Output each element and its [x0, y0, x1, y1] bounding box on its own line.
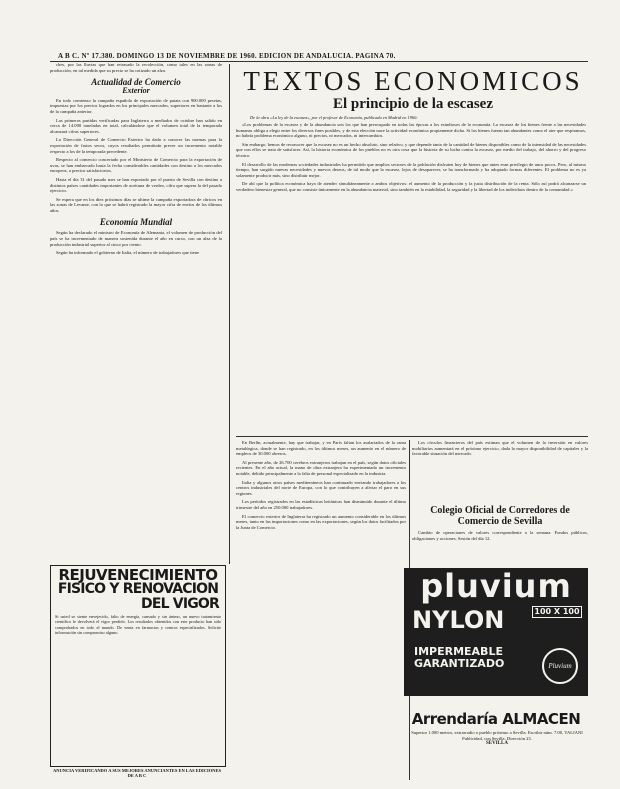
paragraph: De ahí que la política económica haya de atender simultáneamente a ambos objetivos: el aumento de la producción y la justa distribución de la renta. Sólo así podrá alcanzarse un verdadero bienestar general, que no consiste únicamente en la abundancia material, sino también en la estabilidad, la seguridad y la libertad de los individuos dentro de la comunidad.» — [236, 181, 586, 192]
paragraph: En Berlín, actualmente, hay que trabajar, y en París faltan los asalariados de la rama metalúrgica, donde se han registrado, en los últimos meses, un aumento en el número de empleos de 30.000 obreros. — [236, 440, 406, 457]
paragraph: Según ha informado el gobierno de Italia, el número de trabajadores que tiene — [56, 250, 199, 256]
paragraph: El comercio exterior de Inglaterra ha registrado un aumento considerable en los últimos meses, tanto en las importaciones como en las exportaciones, según los datos facilitados por la Junta de Comercio. — [236, 513, 406, 530]
ad-almacen-body — [406, 730, 588, 770]
ad-headline: REJUVENECIMIENTO — [58, 566, 218, 584]
section-subtitle-exterior: Exterior — [122, 86, 150, 96]
paragraph: Se espera que en los diez próximos días se ultime la campaña exportadora de cítricos en las zonas de Levante, con lo que se habrá registrado la mayor cifra de envíos de los últimos años. — [50, 196, 222, 213]
garantizado-line: GARANTIZADO — [414, 657, 505, 670]
section-title-economia-mundial: Economía Mundial — [99, 217, 173, 228]
impermeable-label — [414, 646, 504, 670]
ad-almacen-city: SEVILLA — [486, 741, 508, 747]
paragraph: Italia y algunos otros países mediterráneos han continuado enviando trabajadores a los centros industriales del norte de Europa, con lo que contribuyen a aliviar el paro en sus regiones. — [236, 479, 406, 496]
ad-headline: DEL VIGOR — [141, 596, 219, 612]
paragraph: Las primeras partidas verificadas para Inglaterra a mediados de octubre han salido en cerca de 14.000 toneladas en total, calculándose que el volumen total de la temporada alcanzará cifras superiores. — [50, 117, 222, 134]
paragraph: Sin embargo, hemos de reconocer que la escasez no es un hecho absoluto, sino relativo, y que depende tanto de la cantidad de bienes disponibles como de la intensidad de las necesidades que con ellos se trata de satisfacer. Así, la historia económica de los pueblos no es otra cosa que la historia de su lucha contra la escasez, por medio del trabajo, del ahorro y del progreso técnico. — [236, 141, 586, 158]
ad-pluvium — [404, 568, 588, 696]
nylon-label: NYLON — [412, 606, 505, 634]
ad-rejuvenecimiento — [50, 565, 226, 767]
left-intro: ches, por las lluvias que han retrasado la recolección, como tales en las zonas de producción, en tal medida que su precio se ha cotizado un alza. — [50, 62, 222, 73]
left-column — [50, 62, 222, 567]
paragraph: Al presente año, de 26.700 cerebros extranjeros trabajan en el país, según datos oficiales recientes. En el año actual, la mano de obra extranjera ha experimentado un incremento notable, debido principalmente a la falta de personal especializado en la industria. — [236, 459, 406, 476]
page-header: A B C. Nº 17.380. DOMINGO 13 DE NOVIEMBRE DE 1960. EDICION DE ANDALUCIA. PAGINA 70. — [58, 52, 396, 60]
paragraph: En todo comienzo la campaña española de exportación de patata con 900.000 pesetas, impuestas por los precios logrados en los principales mercados, superiores en bastante a los de la campaña anterior. — [50, 97, 222, 114]
paragraph: La Dirección General de Comercio Exterior ha dado a conocer las normas para la exportación de frutos secos, cuyos resultados permitirán prever un incremento notable respecto a los de la temporada precedente. — [50, 137, 222, 154]
paragraph: Los períodos registrados en las estadísticas británicas han disminuido durante el último trimestre del año en 250.000 trabajadores. — [236, 499, 406, 510]
pluvium-logo: pluvium — [420, 568, 572, 605]
seal-text: Pluvium — [548, 662, 572, 670]
article-attribution: De la obra «La ley de la escasez», por el profesor de Economía, publicada en Madrid en 1960: — [250, 115, 418, 120]
article-title: TEXTOS ECONOMICOS — [243, 66, 583, 96]
article-subtitle: El principio de la escasez — [333, 96, 493, 112]
brand-seal-icon — [542, 648, 578, 684]
paragraph: Según ha declarado el ministro de Economía de Alemania, el volumen de producción del país se ha incrementado de manera sostenida durante el año en curso, con un alza de la producción industrial superior al cinco por ciento. — [50, 230, 222, 247]
colegio-heading: Colegio Oficial de Corredores de Comercio de Sevilla — [430, 505, 570, 527]
ad-body: Si usted se siente envejecido, falto de energía, cansado y sin ánimo, un nuevo tratamiento científico le devolverá el vigor perdido. Los resultados obtenidos con este producto han sido comprobados en todo el mundo. De venta en farmacias y centros especializados. Solicite información sin compromiso alguno. — [55, 614, 221, 635]
ad-almacen-title: Arrendaría ALMACEN — [411, 710, 581, 728]
colegio-text — [412, 530, 588, 560]
paragraph: El desarrollo de las modernas sociedades industriales ha permitido que amplios sectores de la población disfruten hoy de bienes que antes eran privilegio de unos pocos. Pero, al mismo tiempo, han surgido nuevas necesidades y nuevos deseos, de tal modo que la escasez, lejos de desaparecer, se ha transformado y ha adoptado formas diferentes. El problema no es ya solamente producir más, sino distribuir mejor. — [236, 161, 586, 178]
ad-headline: FISICO Y RENOVACION — [57, 581, 219, 597]
column-divider-left — [229, 64, 230, 564]
paragraph: Cambio de operaciones de valores correspondiente a la semana. Fondos públicos, obligaciones y acciones. Sesión del día 12. — [412, 530, 588, 541]
ad-almacen-text: Superior 1.000 metros, extrarradio o pueblo próximo a Sevilla. Escribir núm. 7.00, VALIANI Publicidad, con Sevilla. Dirección 23. — [411, 730, 583, 741]
paragraph: Hasta el día 31 del pasado mes se han exportado por el puerto de Sevilla con destino a distintos países cantidades importantes de aceituna de verdeo, cifra que supera la del pasado ejercicio. — [50, 176, 222, 194]
section-title-comercio: Actualidad de Comercio — [91, 77, 181, 88]
paragraph: Respecto al comercio concertado por el Ministerio de Comercio para la exportación de uvas, se han embarcado hasta la fecha considerables cantidades con destino a los mercados europeos, a precios satisfactorios. — [50, 157, 222, 174]
paragraph: «Los problemas de la escasez y de la abundancia son los que han preocupado en todas las épocas a los estudiosos de la economía. La escasez de los bienes frente a las necesidades humanas obliga a elegir entre los diversos fines posibles, y de esta elección nace la actividad económica propiamente dicha. Si los bienes fueran tan abundantes como el aire que respiramos, no habría problema económico alguno, ni precios, ni mercados, ni intercambios. — [236, 122, 586, 139]
ad-footer-note: ANUNCIA VERIFICANDO A SUS MEJORES ANUNCIANTES EN LAS EDICIONES DE A B C — [53, 768, 221, 779]
impermeable-line: IMPERMEABLE — [414, 645, 503, 658]
middle-column — [236, 440, 406, 780]
article-body — [236, 122, 586, 432]
article-bottom-rule — [236, 436, 588, 437]
quality-badge: 100 X 100 — [532, 606, 582, 618]
paragraph: Los círculos financieros del país estiman que el volumen de la inversión en valores mobiliarios aumentará en el próximo ejercicio, dada la mayor disponibilidad de capitales y la favorable situación del mercado. — [412, 440, 588, 457]
